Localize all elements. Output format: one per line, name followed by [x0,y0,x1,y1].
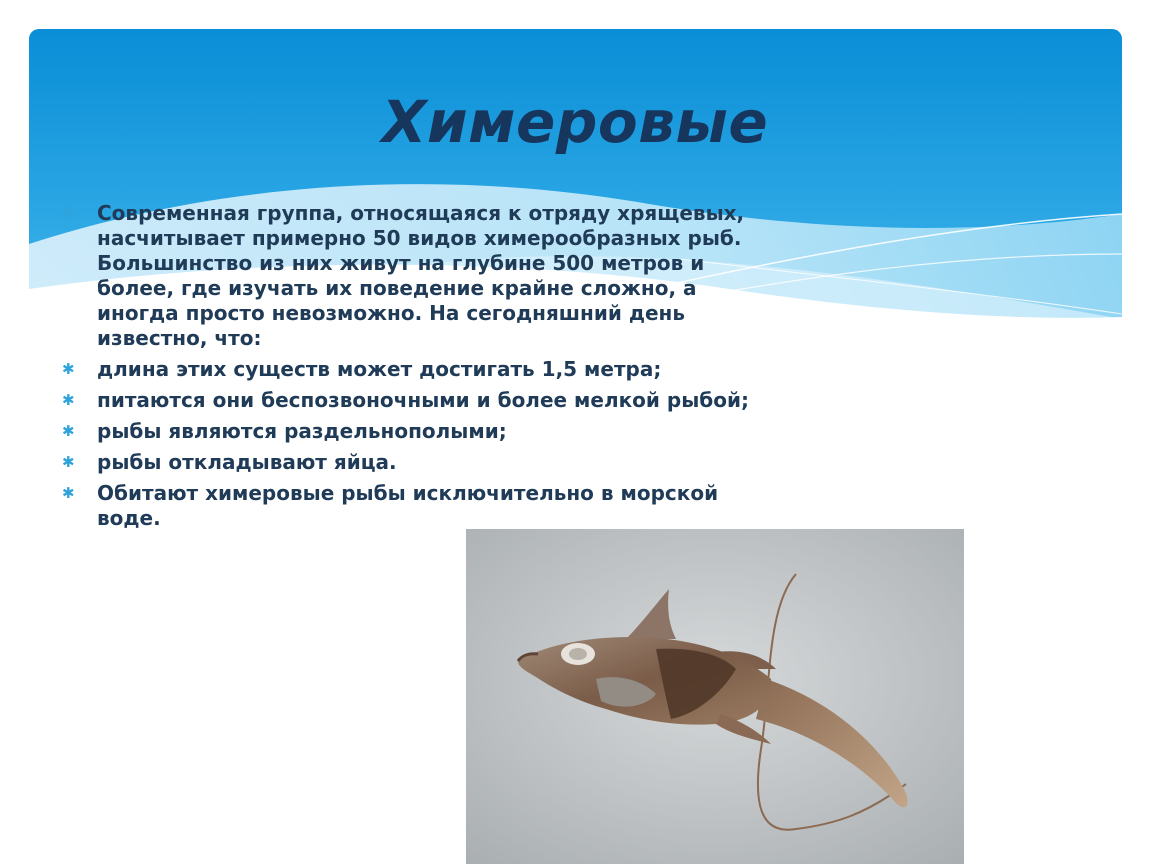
bullet-item [62,201,782,351]
bullet-text: длина этих существ может достигать 1,5 метра; [97,357,662,381]
asterisk-bullet-icon: ✱ [62,484,75,502]
asterisk-bullet-icon: ✱ [62,204,75,222]
slide-title: Химеровые [381,88,769,156]
bullet-text: питаются они беспозвоночными и более мелкой рыбой; [97,388,750,412]
asterisk-bullet-icon: ✱ [62,360,75,378]
asterisk-bullet-icon: ✱ [62,391,75,409]
bullet-text: Обитают химеровые рыбы исключительно в морской воде. [97,481,719,530]
bullet-text: Современная группа, относящаяся к отряду хрящевых, насчитывает примерно 50 видов химерообразных рыб. Большинство из них живут на глубине 500 метров и более, где изучать их поведение крайне сложно, а иногда просто невозможно. На сегодняшний день известно, что: [97,201,745,350]
bullet-item [62,357,782,382]
bullet-text: рыбы откладывают яйца. [97,450,397,474]
bullet-item [62,481,782,531]
bullet-item [62,450,782,475]
asterisk-bullet-icon: ✱ [62,422,75,440]
bullet-list [62,201,782,537]
chimaera-fish-photo [466,529,964,864]
bullet-text: рыбы являются раздельнополыми; [97,419,507,443]
asterisk-bullet-icon: ✱ [62,453,75,471]
bullet-item [62,388,782,413]
bullet-item [62,419,782,444]
